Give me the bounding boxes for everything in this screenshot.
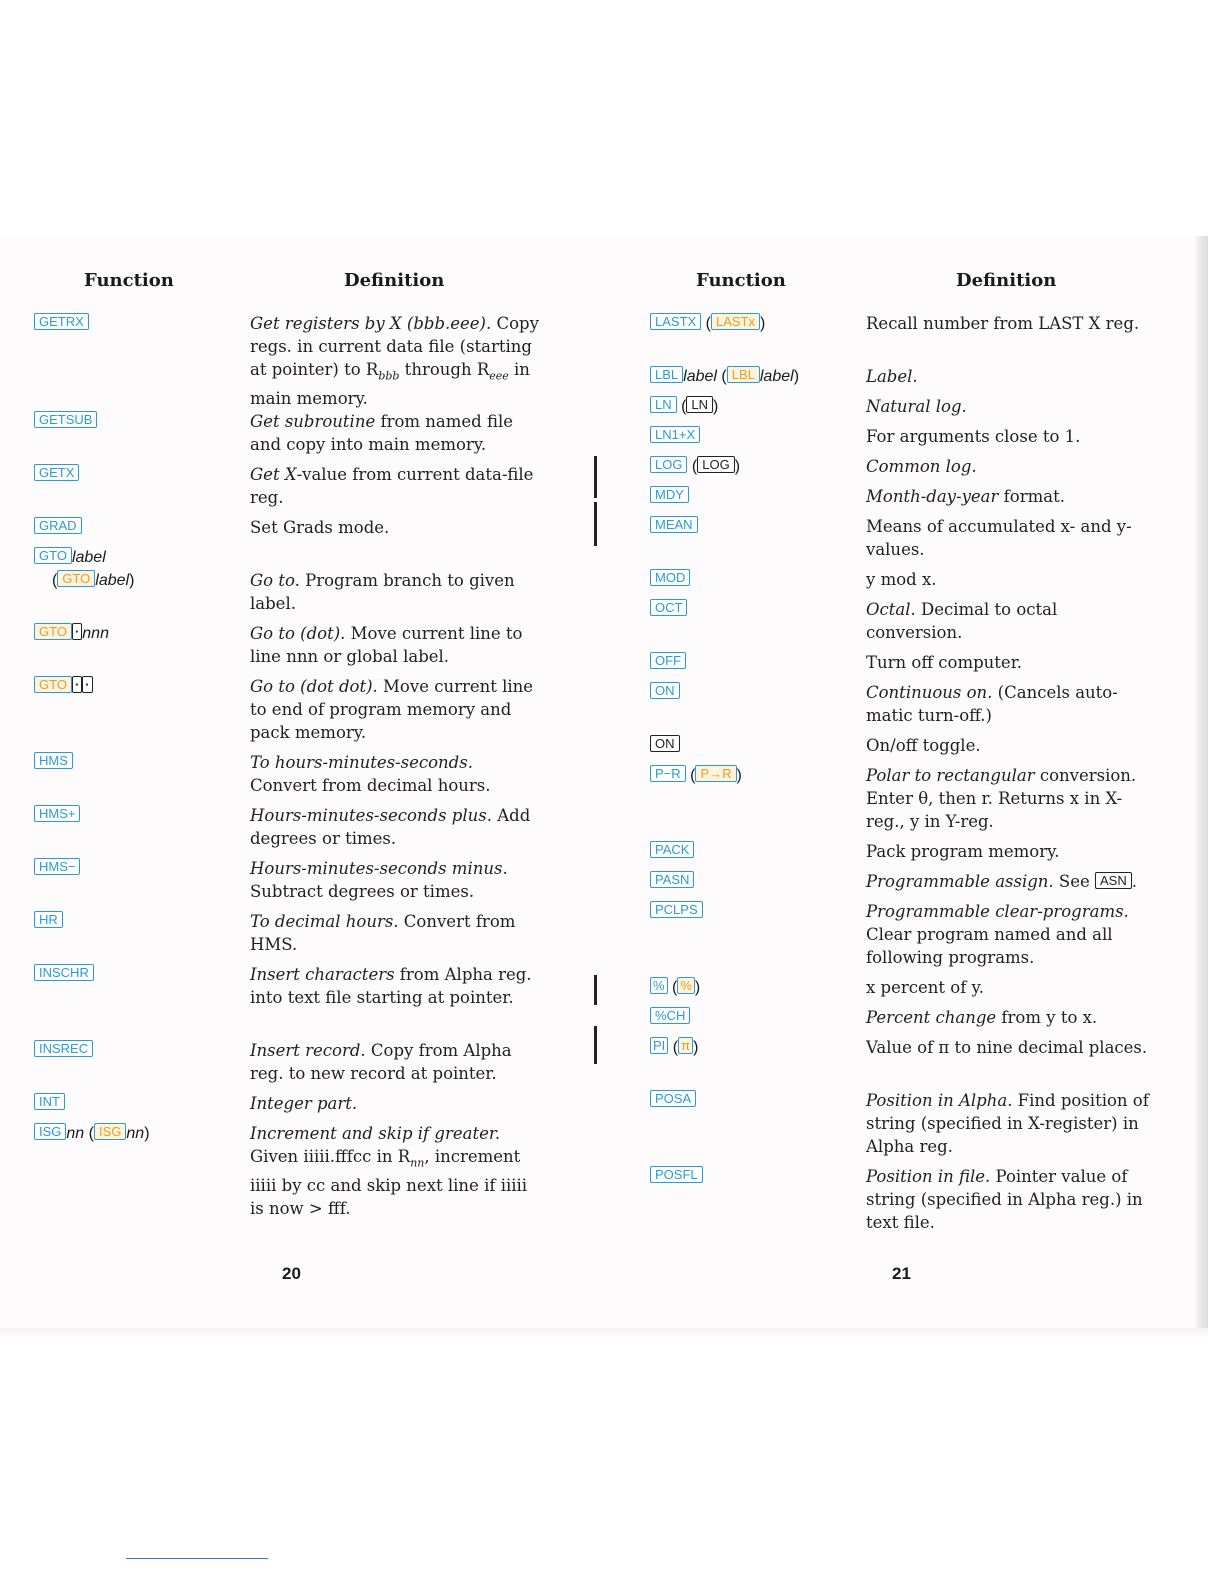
definition: Position in Alpha. Find position of string (specified in X-register) in Alpha reg. <box>866 1091 1149 1156</box>
table-row <box>34 963 624 1039</box>
hms-key: HMS <box>34 752 73 769</box>
definition: Get registers by X (bbb.eee). Copy regs. in current data file (starting at pointer) to $R_{bbb}$ through $R_{eee}$ in main memory. <box>250 314 539 409</box>
table-row <box>650 1006 1224 1036</box>
binding-mark <box>594 456 597 498</box>
table-row: GTO · nnn Go to (dot). Move current line to line nnn or global label. <box>34 622 624 675</box>
table-row <box>650 515 1224 568</box>
mod-key: MOD <box>650 569 690 586</box>
table-row <box>34 410 624 463</box>
table-row <box>650 1165 1224 1241</box>
grad-key: GRAD <box>34 517 82 534</box>
table-row: P−R ( P→R ) Polar to rectangular conversion. Enter θ, then r. Returns x in X-reg., y in Y-reg. <box>650 764 1224 840</box>
definition: Natural log. <box>866 397 967 416</box>
gto-key: GTO <box>34 547 72 564</box>
getx-key: GETX <box>34 464 79 481</box>
binding-mark <box>594 502 597 546</box>
table-row: LOG ( LOG ) Common log. <box>650 455 1224 485</box>
definition: On/off toggle. <box>866 736 981 755</box>
table-row <box>650 651 1224 681</box>
dot-key: · <box>72 623 82 640</box>
ln-key: LN <box>650 396 677 413</box>
table-row: PI ( π ) Value of π to nine decimal places. <box>650 1036 1224 1089</box>
definition: Position in file. Pointer value of string (specified in Alpha reg.) in text file. <box>866 1167 1143 1232</box>
mdy-key: MDY <box>650 486 689 503</box>
table-row <box>650 900 1224 976</box>
definition: x percent of y. <box>866 978 984 997</box>
percent-key: % <box>650 977 668 994</box>
table-row <box>34 1039 624 1092</box>
definition: For arguments close to 1. <box>866 427 1081 446</box>
isg-key: ISG <box>34 1123 66 1140</box>
definition: Programmable assign. See ASN . <box>866 872 1137 891</box>
log-key: LOG <box>650 456 687 473</box>
page-number: 21 <box>892 1264 911 1283</box>
lastx-shifted-key: LASTx <box>711 313 760 330</box>
definition: Get X-value from current data-file reg. <box>250 465 534 507</box>
table-row <box>650 598 1224 651</box>
int-key: INT <box>34 1093 65 1110</box>
table-row <box>34 804 624 857</box>
definition: Hours-minutes-seconds minus. Subtract degrees or times. <box>250 859 508 901</box>
percent-change-key: %CH <box>650 1007 690 1024</box>
function-header: Function <box>84 270 174 291</box>
definition: Value of π to nine decimal places. <box>866 1038 1148 1057</box>
ln-keyboard-key: LN <box>686 396 713 413</box>
gto-shifted-key: GTO <box>34 676 72 693</box>
definition: Continuous on. (Cancels auto-matic turn-off.) <box>866 683 1118 725</box>
lbl-key: LBL <box>650 366 683 383</box>
page-bottom-shadow <box>0 1328 1208 1338</box>
hms-minus-key: HMS− <box>34 858 80 875</box>
gto-shifted-key: GTO <box>34 623 72 640</box>
definition: Polar to rectangular conversion. Enter θ, then r. Returns x in X-reg., y in Y-reg. <box>866 766 1137 831</box>
lastx-key: LASTX <box>650 313 701 330</box>
definition: Go to (dot dot). Move current line to end of program memory and pack memory. <box>250 677 534 742</box>
pclps-key: PCLPS <box>650 901 703 918</box>
definition: Percent change from y to x. <box>866 1008 1098 1027</box>
getrx-key: GETRX <box>34 313 89 330</box>
table-row <box>650 870 1224 900</box>
table-row: ISG nn ( ISG nn) Increment and skip if greater. Given iiiii.fffcc in $R_{nn}$, increment iiiii by cc and skip next line if iiiii is now > fff. <box>34 1122 624 1214</box>
table-row <box>650 681 1224 734</box>
table-row <box>650 734 1224 764</box>
definition: Go to. Program branch to given label. <box>250 571 515 613</box>
definition: Programmable clear-programs. Clear program named and all following programs. <box>866 902 1129 967</box>
table-row <box>34 857 624 910</box>
definition: Means of accumulated x- and y-values. <box>866 517 1132 559</box>
hms-plus-key: HMS+ <box>34 805 80 822</box>
table-row <box>34 463 624 516</box>
definition: Increment and skip if greater. Given iiiii.fffcc in $R_{nn}$, increment iiiii by cc and skip next line if iiiii is now > fff. <box>250 1124 528 1219</box>
definition: Get subroutine from named file and copy into main memory. <box>250 412 514 454</box>
definition: To hours-minutes-seconds. Convert from decimal hours. <box>250 753 491 795</box>
right-entries <box>650 312 1224 1241</box>
pasn-key: PASN <box>650 871 694 888</box>
posfl-key: POSFL <box>650 1166 703 1183</box>
isg-shifted-key: ISG <box>94 1123 126 1140</box>
definition: Insert record. Copy from Alpha reg. to new record at pointer. <box>250 1041 512 1083</box>
asn-keyboard-key: ASN <box>1095 872 1132 889</box>
table-row <box>34 751 624 804</box>
oct-key: OCT <box>650 599 687 616</box>
on-keyboard-key: ON <box>650 735 680 752</box>
definition: Pack program memory. <box>866 842 1060 861</box>
insrec-key: INSREC <box>34 1040 93 1057</box>
table-row <box>650 485 1224 515</box>
definition: Hours-minutes-seconds plus. Add degrees or times. <box>250 806 531 848</box>
dot-key: · <box>82 676 92 693</box>
ln1x-key: LN1+X <box>650 426 700 443</box>
table-row <box>34 312 624 410</box>
table-row <box>34 675 624 751</box>
definition: Integer part. <box>250 1094 358 1113</box>
log-keyboard-key: LOG <box>697 456 734 473</box>
hr-key: HR <box>34 911 63 928</box>
off-key: OFF <box>650 652 686 669</box>
definition: Common log. <box>866 457 977 476</box>
function-header: Function <box>696 270 786 291</box>
definition: Insert characters from Alpha reg. into text file starting at pointer. <box>250 965 532 1007</box>
definition: y mod x. <box>866 570 937 589</box>
getsub-key: GETSUB <box>34 411 97 428</box>
page-number: 20 <box>282 1264 301 1283</box>
definition-header: Definition <box>344 270 445 291</box>
table-row: GTO label ( GTO label) Go to. Program branch to given label. <box>34 546 624 622</box>
mean-key: MEAN <box>650 516 698 533</box>
binding-mark <box>594 1026 597 1064</box>
definition: Recall number from LAST X reg. <box>866 314 1140 333</box>
definition: Label. <box>866 367 918 386</box>
left-entries <box>34 312 624 1219</box>
table-row <box>34 1092 624 1122</box>
definition: To decimal hours. Convert from HMS. <box>250 912 516 954</box>
gto-shifted-key: GTO <box>57 570 95 587</box>
table-row <box>650 568 1224 598</box>
table-row: LASTX ( LASTx ) Recall number from LAST X reg. <box>650 312 1224 365</box>
table-row: % ( % ) x percent of y. <box>650 976 1224 1006</box>
table-row <box>650 1089 1224 1165</box>
p-r-shifted-key: P→R <box>695 765 736 782</box>
p-r-key: P−R <box>650 765 686 782</box>
binding-mark <box>594 975 597 1005</box>
on-key: ON <box>650 682 680 699</box>
posa-key: POSA <box>650 1090 696 1107</box>
pi-shifted-key: π <box>678 1037 693 1054</box>
inschr-key: INSCHR <box>34 964 94 981</box>
table-row <box>650 425 1224 455</box>
definition: Octal. Decimal to octal conversion. <box>866 600 1058 642</box>
definition: Turn off computer. <box>866 653 1023 672</box>
table-row: LN ( LN ) Natural log. <box>650 395 1224 425</box>
dot-key: · <box>72 676 82 693</box>
percent-shifted-key: % <box>677 977 695 994</box>
definition: Month-day-year format. <box>866 487 1065 506</box>
table-row <box>34 910 624 963</box>
table-row <box>650 840 1224 870</box>
table-row <box>34 516 624 546</box>
definition-header: Definition <box>956 270 1057 291</box>
definition: Set Grads mode. <box>250 518 390 537</box>
footnote-rule <box>126 1558 268 1559</box>
table-row: LBL label ( LBL label) Label. <box>650 365 1224 395</box>
pi-key: PI <box>650 1037 668 1054</box>
pack-key: PACK <box>650 841 694 858</box>
lbl-shifted-key: LBL <box>727 366 760 383</box>
definition: Go to (dot). Move current line to line nnn or global label. <box>250 624 523 666</box>
